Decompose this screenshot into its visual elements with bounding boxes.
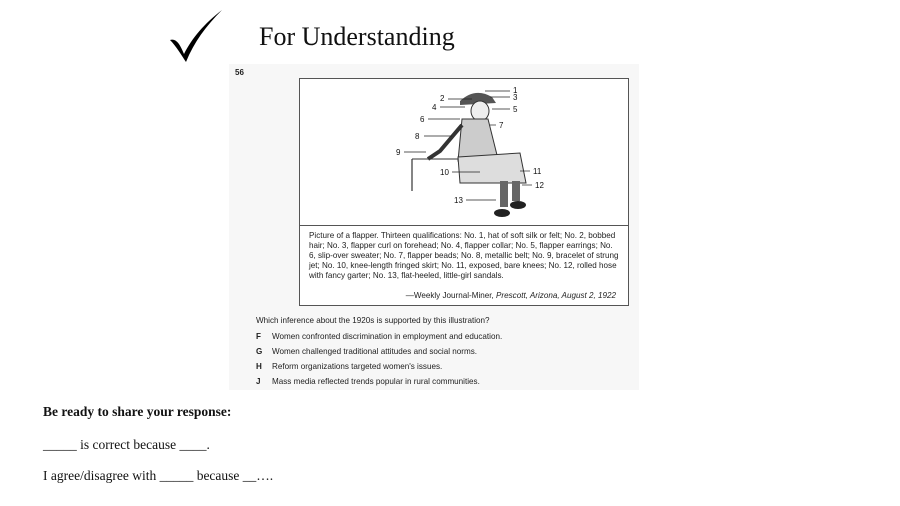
- option-letter: G: [256, 347, 263, 356]
- callout-12: 12: [535, 181, 544, 190]
- callout-3: 3: [513, 93, 518, 102]
- figure-box: [299, 78, 629, 306]
- flapper-illustration: [300, 79, 628, 225]
- figure-source: [406, 291, 616, 300]
- callout-2: 2: [440, 94, 445, 103]
- callout-5: 5: [513, 105, 518, 114]
- option-text: Mass media reflected trends popular in rural communities.: [272, 377, 480, 386]
- callout-13: 13: [454, 196, 463, 205]
- figure-caption: Picture of a flapper. Thirteen qualifications: No. 1, hat of soft silk or felt; No. 2, bobbed hair; No. 3, flapper curl on forehead; No. 4, flapper collar; No. 5, flapper earrings; No. 6, slip-over sweater; No. 7, flapper beads; No. 8, metallic belt; No. 9, bracelet of strung jet; No. 10, knee-length fringed skirt; No. 11, exposed, bare knees; No. 12, rolled hose with fancy garter; No. 13, flat-heeled, little-girl sandals.: [309, 231, 619, 280]
- callout-11: 11: [533, 167, 542, 176]
- page-number: 56: [235, 68, 244, 77]
- option-text: Women confronted discrimination in employment and education.: [272, 332, 503, 341]
- callout-7: 7: [499, 121, 504, 130]
- response-heading: Be ready to share your response:: [43, 404, 232, 419]
- callout-10: 10: [440, 168, 449, 177]
- option-text: Reform organizations targeted women's issues.: [272, 362, 443, 371]
- option-letter: F: [256, 332, 261, 341]
- callout-6: 6: [420, 115, 425, 124]
- response-sentence-frame-2: I agree/disagree with _____ because __….: [43, 468, 274, 483]
- source-place: Prescott, Arizona, August 2, 1922: [496, 291, 616, 300]
- callout-4: 4: [432, 103, 437, 112]
- callout-1: 1: [513, 86, 518, 95]
- checkmark-icon: [166, 8, 228, 64]
- option-letter: H: [256, 362, 262, 371]
- callout-8: 8: [415, 132, 420, 141]
- option-letter: J: [256, 377, 261, 386]
- document-scan: [229, 64, 639, 390]
- callout-9: 9: [396, 148, 401, 157]
- figure-divider: [300, 225, 628, 226]
- slide-title: For Understanding: [259, 22, 455, 51]
- question-text: Which inference about the 1920s is supported by this illustration?: [256, 316, 490, 325]
- option-text: Women challenged traditional attitudes and social norms.: [272, 347, 478, 356]
- source-prefix: —Weekly Journal-Miner,: [405, 291, 497, 300]
- response-sentence-frame-1: _____ is correct because ____.: [43, 437, 210, 452]
